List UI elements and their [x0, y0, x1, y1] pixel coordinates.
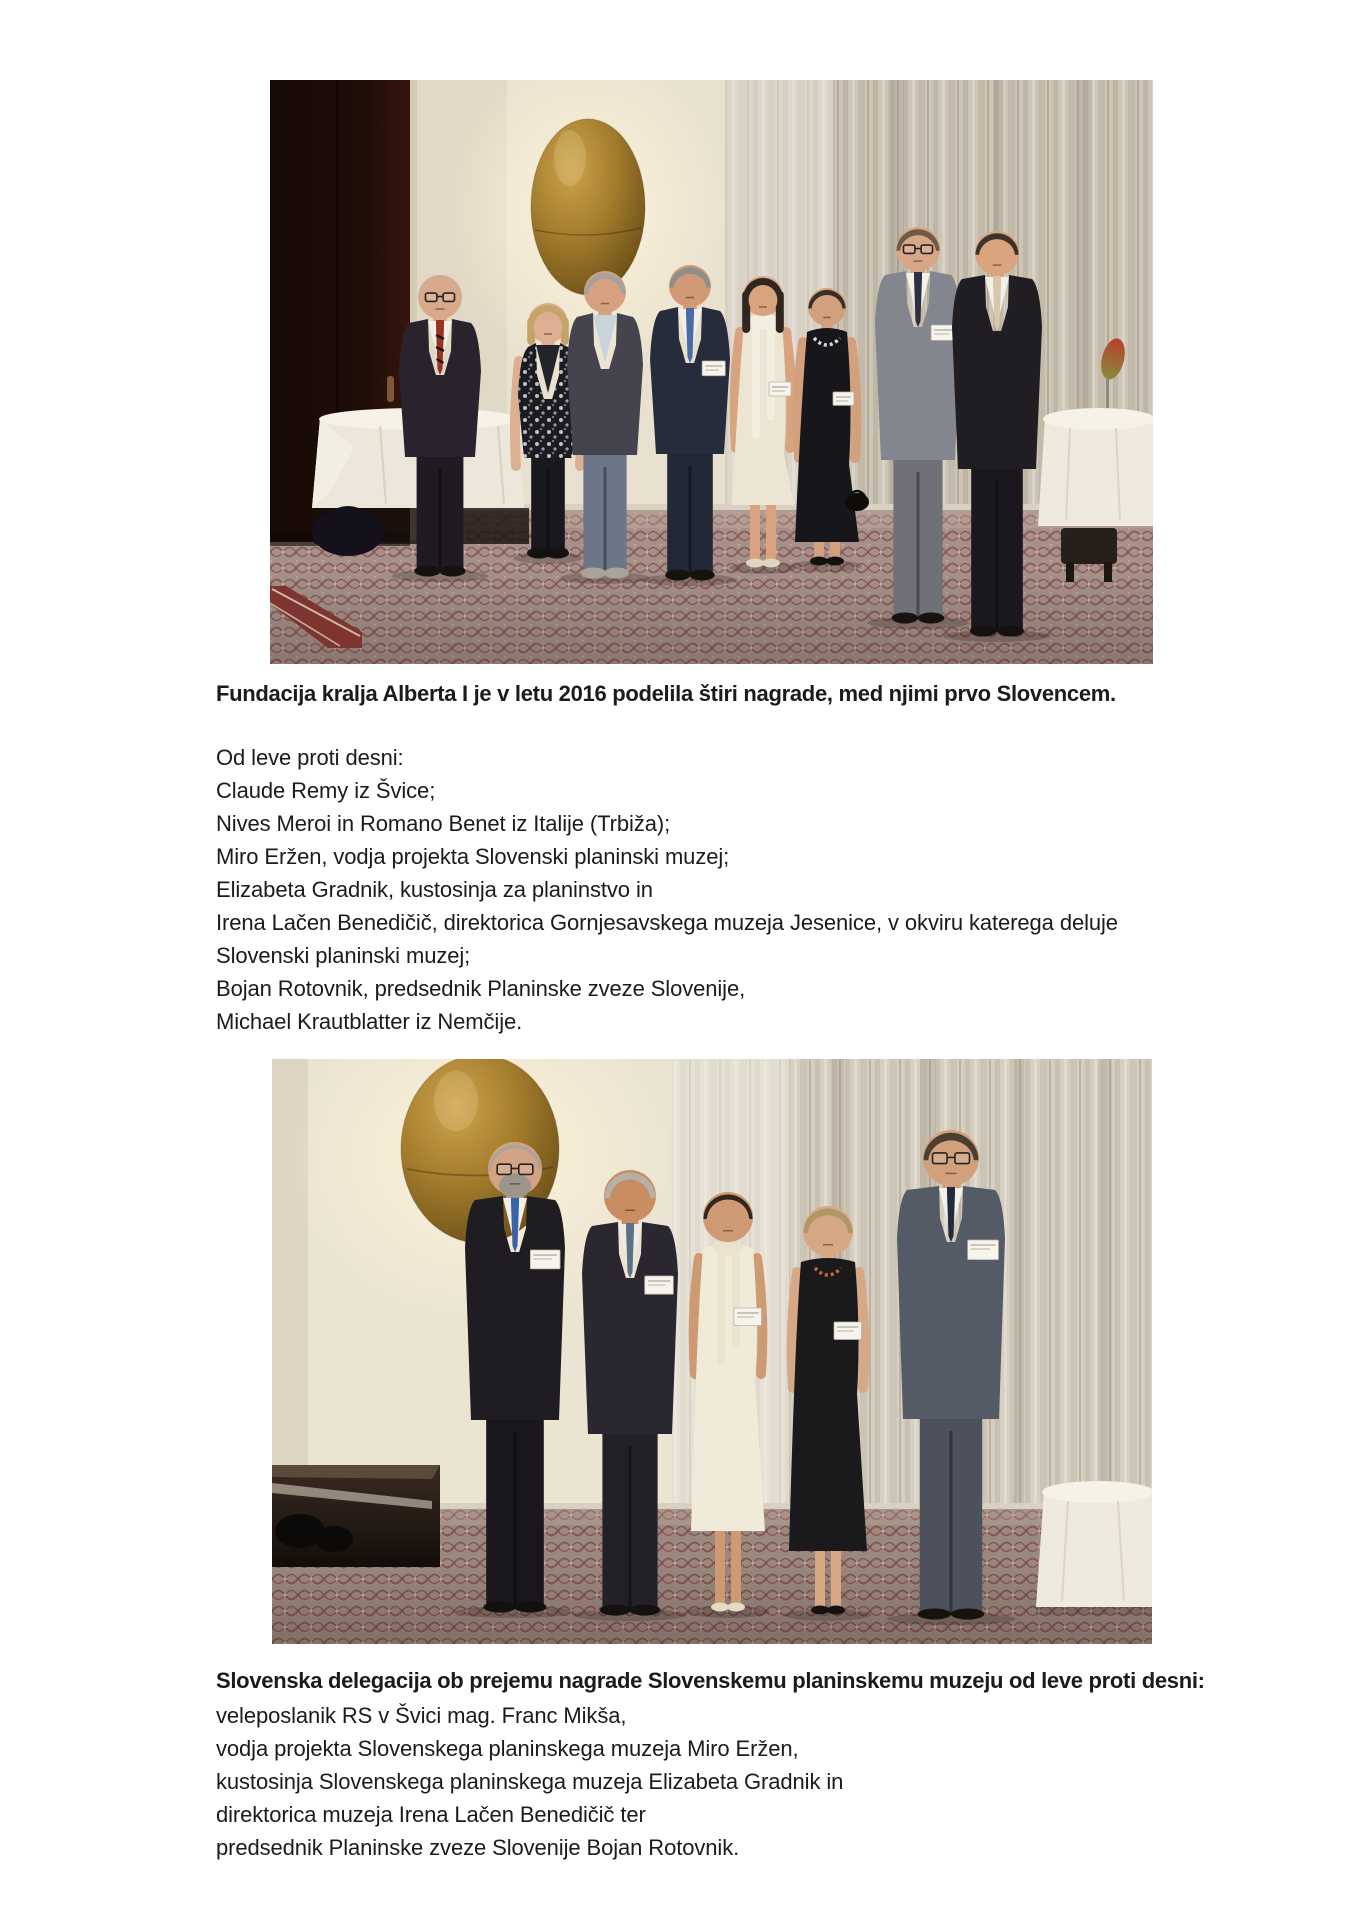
photo1-description-list — [216, 741, 1118, 1038]
description-line: Michael Krautblatter iz Nemčije. — [216, 1009, 523, 1034]
description-line: Slovenski planinski muzej; — [216, 943, 471, 968]
photo-1-image — [270, 80, 1153, 664]
description-line: Elizabeta Gradnik, kustosinja za planinstvo in — [216, 877, 653, 902]
description-line: Bojan Rotovnik, predsednik Planinske zveze Slovenije, — [216, 976, 746, 1001]
description-line: kustosinja Slovenskega planinskega muzeja Elizabeta Gradnik in — [216, 1769, 844, 1794]
description-line: Claude Remy iz Švice; — [216, 778, 436, 803]
description-line: predsednik Planinske zveze Slovenije Bojan Rotovnik. — [216, 1835, 740, 1860]
photo1-caption: Fundacija kralja Alberta I je v letu 2016 podelila štiri nagrade, med njimi prvo Slovencem. — [216, 681, 1116, 706]
description-line: veleposlanik RS v Švici mag. Franc Mikša, — [216, 1703, 627, 1728]
photo-award-ceremony-group — [270, 80, 1153, 664]
description-line: Nives Meroi in Romano Benet iz Italije (Trbiža); — [216, 811, 671, 836]
description-line: vodja projekta Slovenskega planinskega muzeja Miro Eržen, — [216, 1736, 799, 1761]
photo2-description-list — [216, 1699, 843, 1864]
photo-2-image — [272, 1059, 1152, 1644]
description-line: Od leve proti desni: — [216, 745, 404, 770]
photo-slovenian-delegation — [272, 1059, 1152, 1644]
photo2-caption: Slovenska delegacija ob prejemu nagrade Slovenskemu planinskemu muzeju od leve proti desni: — [216, 1668, 1205, 1693]
description-line: Irena Lačen Benedičič, direktorica Gornjesavskega muzeja Jesenice, v okviru katerega deluje — [216, 910, 1118, 935]
description-line: direktorica muzeja Irena Lačen Benedičič ter — [216, 1802, 646, 1827]
description-line: Miro Eržen, vodja projekta Slovenski planinski muzej; — [216, 844, 730, 869]
